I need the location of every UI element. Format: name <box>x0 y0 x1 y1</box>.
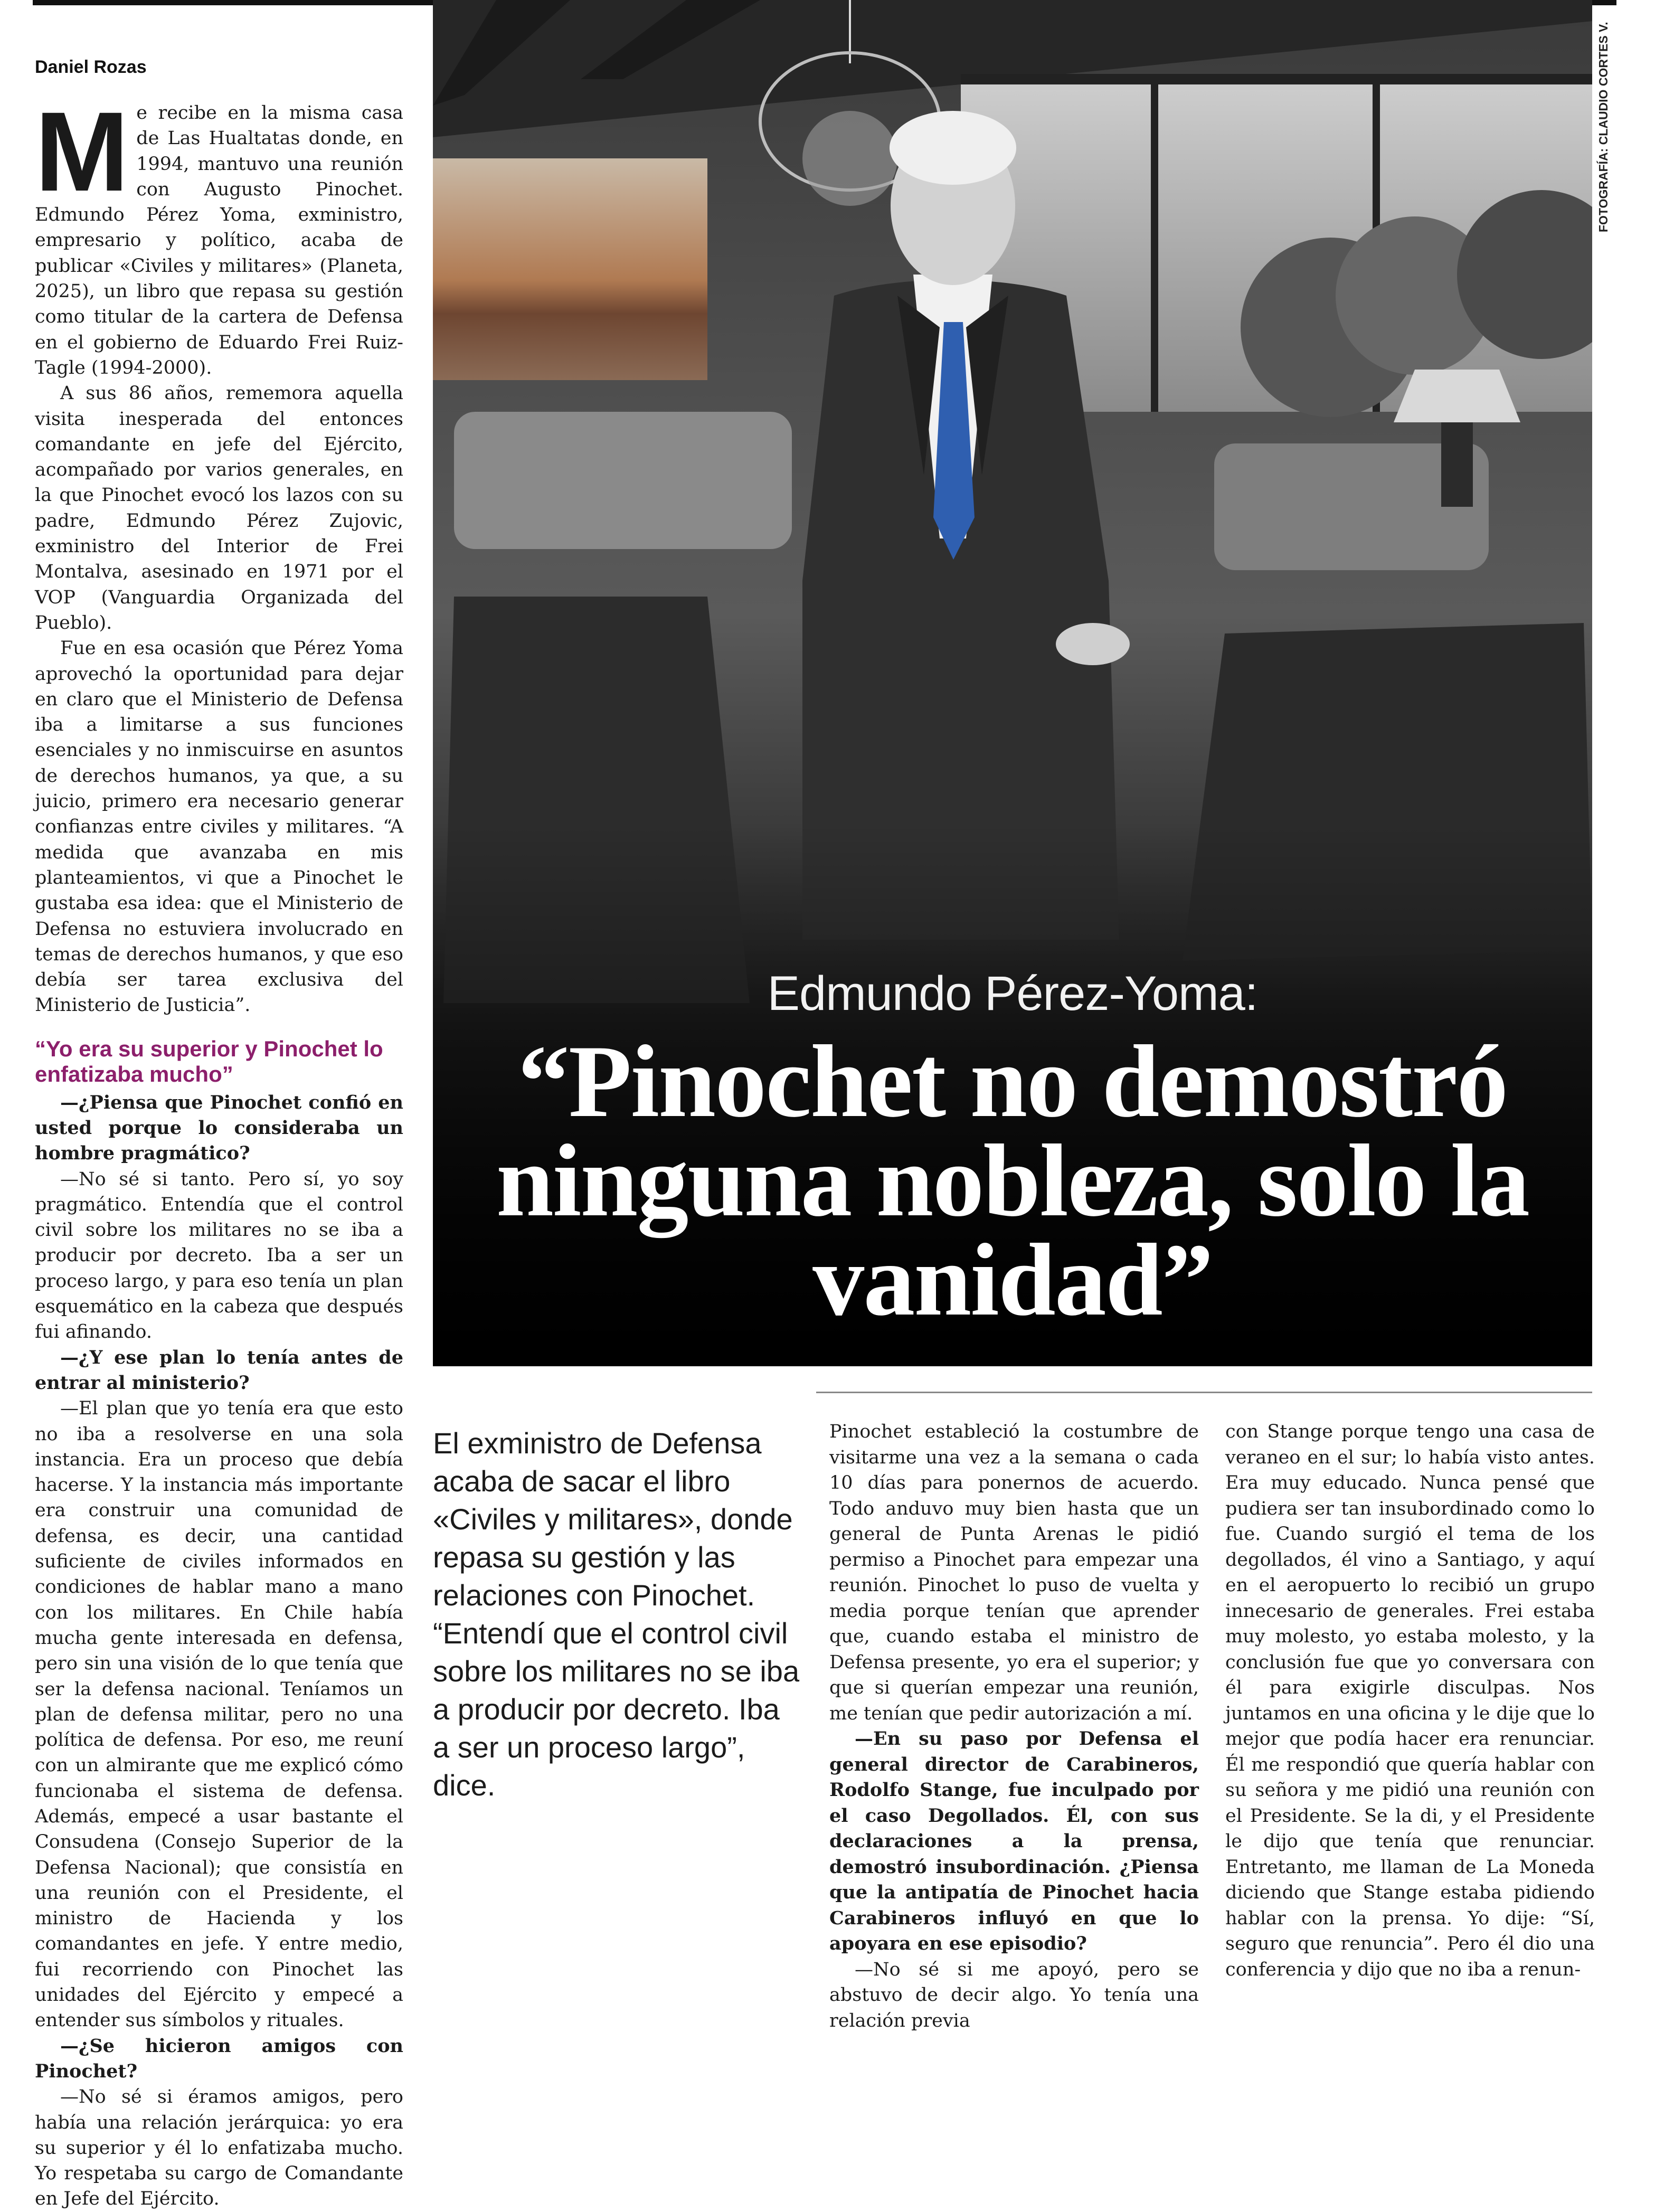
body-paragraph: A sus 86 años, rememora aquella visita inesperada del entonces comandante en jefe del Ejército, acompañado por varios generales, en la que Pinochet evocó los lazos con su padre, Edmundo Pérez Zujovic, exministro del Interior de Frei Montalva, asesinado en 1971 por el VOP (Vanguardia Organizada del Pueblo). <box>35 383 403 634</box>
middle-column <box>829 1419 1199 2034</box>
interview-question: —¿Piensa que Pinochet confió en usted porque lo consideraba un hombre pragmático? <box>35 1091 403 1165</box>
interview-answer: —No sé si éramos amigos, pero había una relación jerárquica: yo era su superior y él lo enfatizaba mucho. Yo respetaba su cargo de Comandante en Jefe del Ejército. <box>35 2086 403 2210</box>
interview-question: —¿Se hicieron amigos con Pinochet? <box>35 2035 403 2082</box>
right-column <box>1225 1419 1595 1982</box>
headline-kicker: Edmundo Pérez-Yoma: <box>767 967 1258 1020</box>
body-paragraph: con Stange porque tengo una casa de veraneo en el sur; lo había visto antes. Era muy educado. Nunca pensé que pudiera ser tan insubordinado como lo fue. Cuando surgió el tema de los degollados, él vino a Santiago, y aquí en el aeropuerto lo recibió un grupo innecesario de generales. Frei estaba muy molesto, yo estaba molesto, y la conclusión fue que yo conversara con él para exigirle disculpas. Nos juntamos en una oficina y le dije que lo mejor que podía hacer era renunciar. Él me respondió que quería hablar con su señora y me pidió una reunión con el Presidente. Se la di, y el Presidente le dijo que tenía que renunciar. Entretanto, me llaman de La Moneda diciendo que Stange estaba pidiendo hablar con la prensa. Yo dije: “Sí, seguro que renuncia”. Pero él dio una conferencia y dijo que no iba a renun- <box>1225 1421 1595 1980</box>
column-divider <box>816 1392 1592 1393</box>
body-paragraph: Fue en esa ocasión que Pérez Yoma aprovechó la oportunidad para dejar en claro que el Ministerio de Defensa iba a limitarse a sus funciones esenciales y no inmiscuirse en asuntos de derechos humanos, ya que, a su juicio, primero era necesario generar confianzas entre civiles y militares. “A medida que avanzaba en mis planteamientos, vi que a Pinochet le gustaba esa idea: que el Ministerio de Defensa no estuviera involucrado en temas de derechos humanos, y que eso debía ser tarea exclusiva del Ministerio de Justicia”. <box>35 638 403 1016</box>
interview-answer: —No sé si tanto. Pero sí, yo soy pragmático. Entendía que el control civil sobre los militares no se iba a producir por decreto. Iba a ser un proceso largo, y para eso tenía un plan esquemático en la cabeza que después fui afinando. <box>35 1168 403 1343</box>
drop-cap: M <box>35 89 129 215</box>
section-subhead: “Yo era su superior y Pinochet lo enfatizaba mucho” <box>35 1036 383 1086</box>
interview-answer: —El plan que yo tenía era que esto no iba a resolverse en una sola instancia. Era un proceso que debía hacerse. Y la instancia más importante era construir una comunidad de defensa, es decir, una cantidad suficiente de civiles informados en condiciones de hablar mano a mano con los militares. En Chile había mucha gente interesada en defensa, pero sin una visión de lo que tenía que ser la defensa nacional. Teníamos un plan de defensa militar, pero no una política de defensa. Por eso, me reuní con un almirante que me explicó cómo funcionaba el sistema de defensa. Además, empecé a usar bastante el Consudena (Consejo Superior de la Defensa Nacional); que consistía en una reunión con el Presidente, el ministro de Hacienda y los comandantes en jefe. Y entre medio, fui recorriendo con Pinochet las unidades del Ejército y empecé a entender sus símbolos y rituales. <box>35 1398 403 2031</box>
photo-credit <box>1596 11 1612 232</box>
left-column <box>35 89 403 2212</box>
photo-credit-text: FOTOGRAFÍA: CLAUDIO CORTES V. <box>1596 22 1610 232</box>
portrait-photo <box>433 0 1592 1366</box>
headline: “Pinochet no demostró ninguna nobleza, solo la vanidad” <box>496 1024 1529 1337</box>
intro-text: e recibe en la misma casa de Las Hualtatas donde, en 1994, mantuvo una reunión con Augusto Pinochet. Edmundo Pérez Yoma, exministro, empresario y político, acaba de publicar «Civiles y militares» (Planeta, 2025), un libro que repasa su gestión como titular de la cartera de Defensa en el gobierno de Eduardo Frei Ruiz-Tagle (1994-2000). <box>35 102 403 379</box>
interview-question: —¿Y ese plan lo tenía antes de entrar al ministerio? <box>35 1346 403 1394</box>
intro-paragraph <box>35 89 403 381</box>
deck-summary: El exministro de Defensa acaba de sacar el libro «Civiles y militares», donde repasa su gestión y las relaciones con Pinochet. “Entendí que el control civil sobre los militares no se iba a producir por decreto. Iba a ser un proceso largo”, dice. <box>433 1426 800 1802</box>
interview-answer: —No sé si me apoyó, pero se abstuvo de decir algo. Yo tenía una relación previa <box>829 1959 1199 2031</box>
interview-question: —En su paso por Defensa el general director de Carabineros, Rodolfo Stange, fue inculpado por el caso Degollados. Él, con sus declaraciones a la prensa, demostró insubordinación. ¿Piensa que la antipatía de Pinochet hacia Carabineros influyó en que lo apoyara en ese episodio? <box>829 1728 1199 1954</box>
body-paragraph: Pinochet estableció la costumbre de visitarme una vez a la semana o cada 10 días para ponernos de acuerdo. Todo anduvo muy bien hasta que un general de Punta Arenas le pidió permiso a Pinochet para empezar una reunión. Pinochet lo puso de vuelta y media porque tenían que aprender que, cuando estaba el ministro de Defensa presente, yo era el superior; y que si querían empezar una reunión, me tenían que pedir autorización a mí. <box>829 1421 1199 1724</box>
byline: Daniel Rozas <box>35 57 147 77</box>
